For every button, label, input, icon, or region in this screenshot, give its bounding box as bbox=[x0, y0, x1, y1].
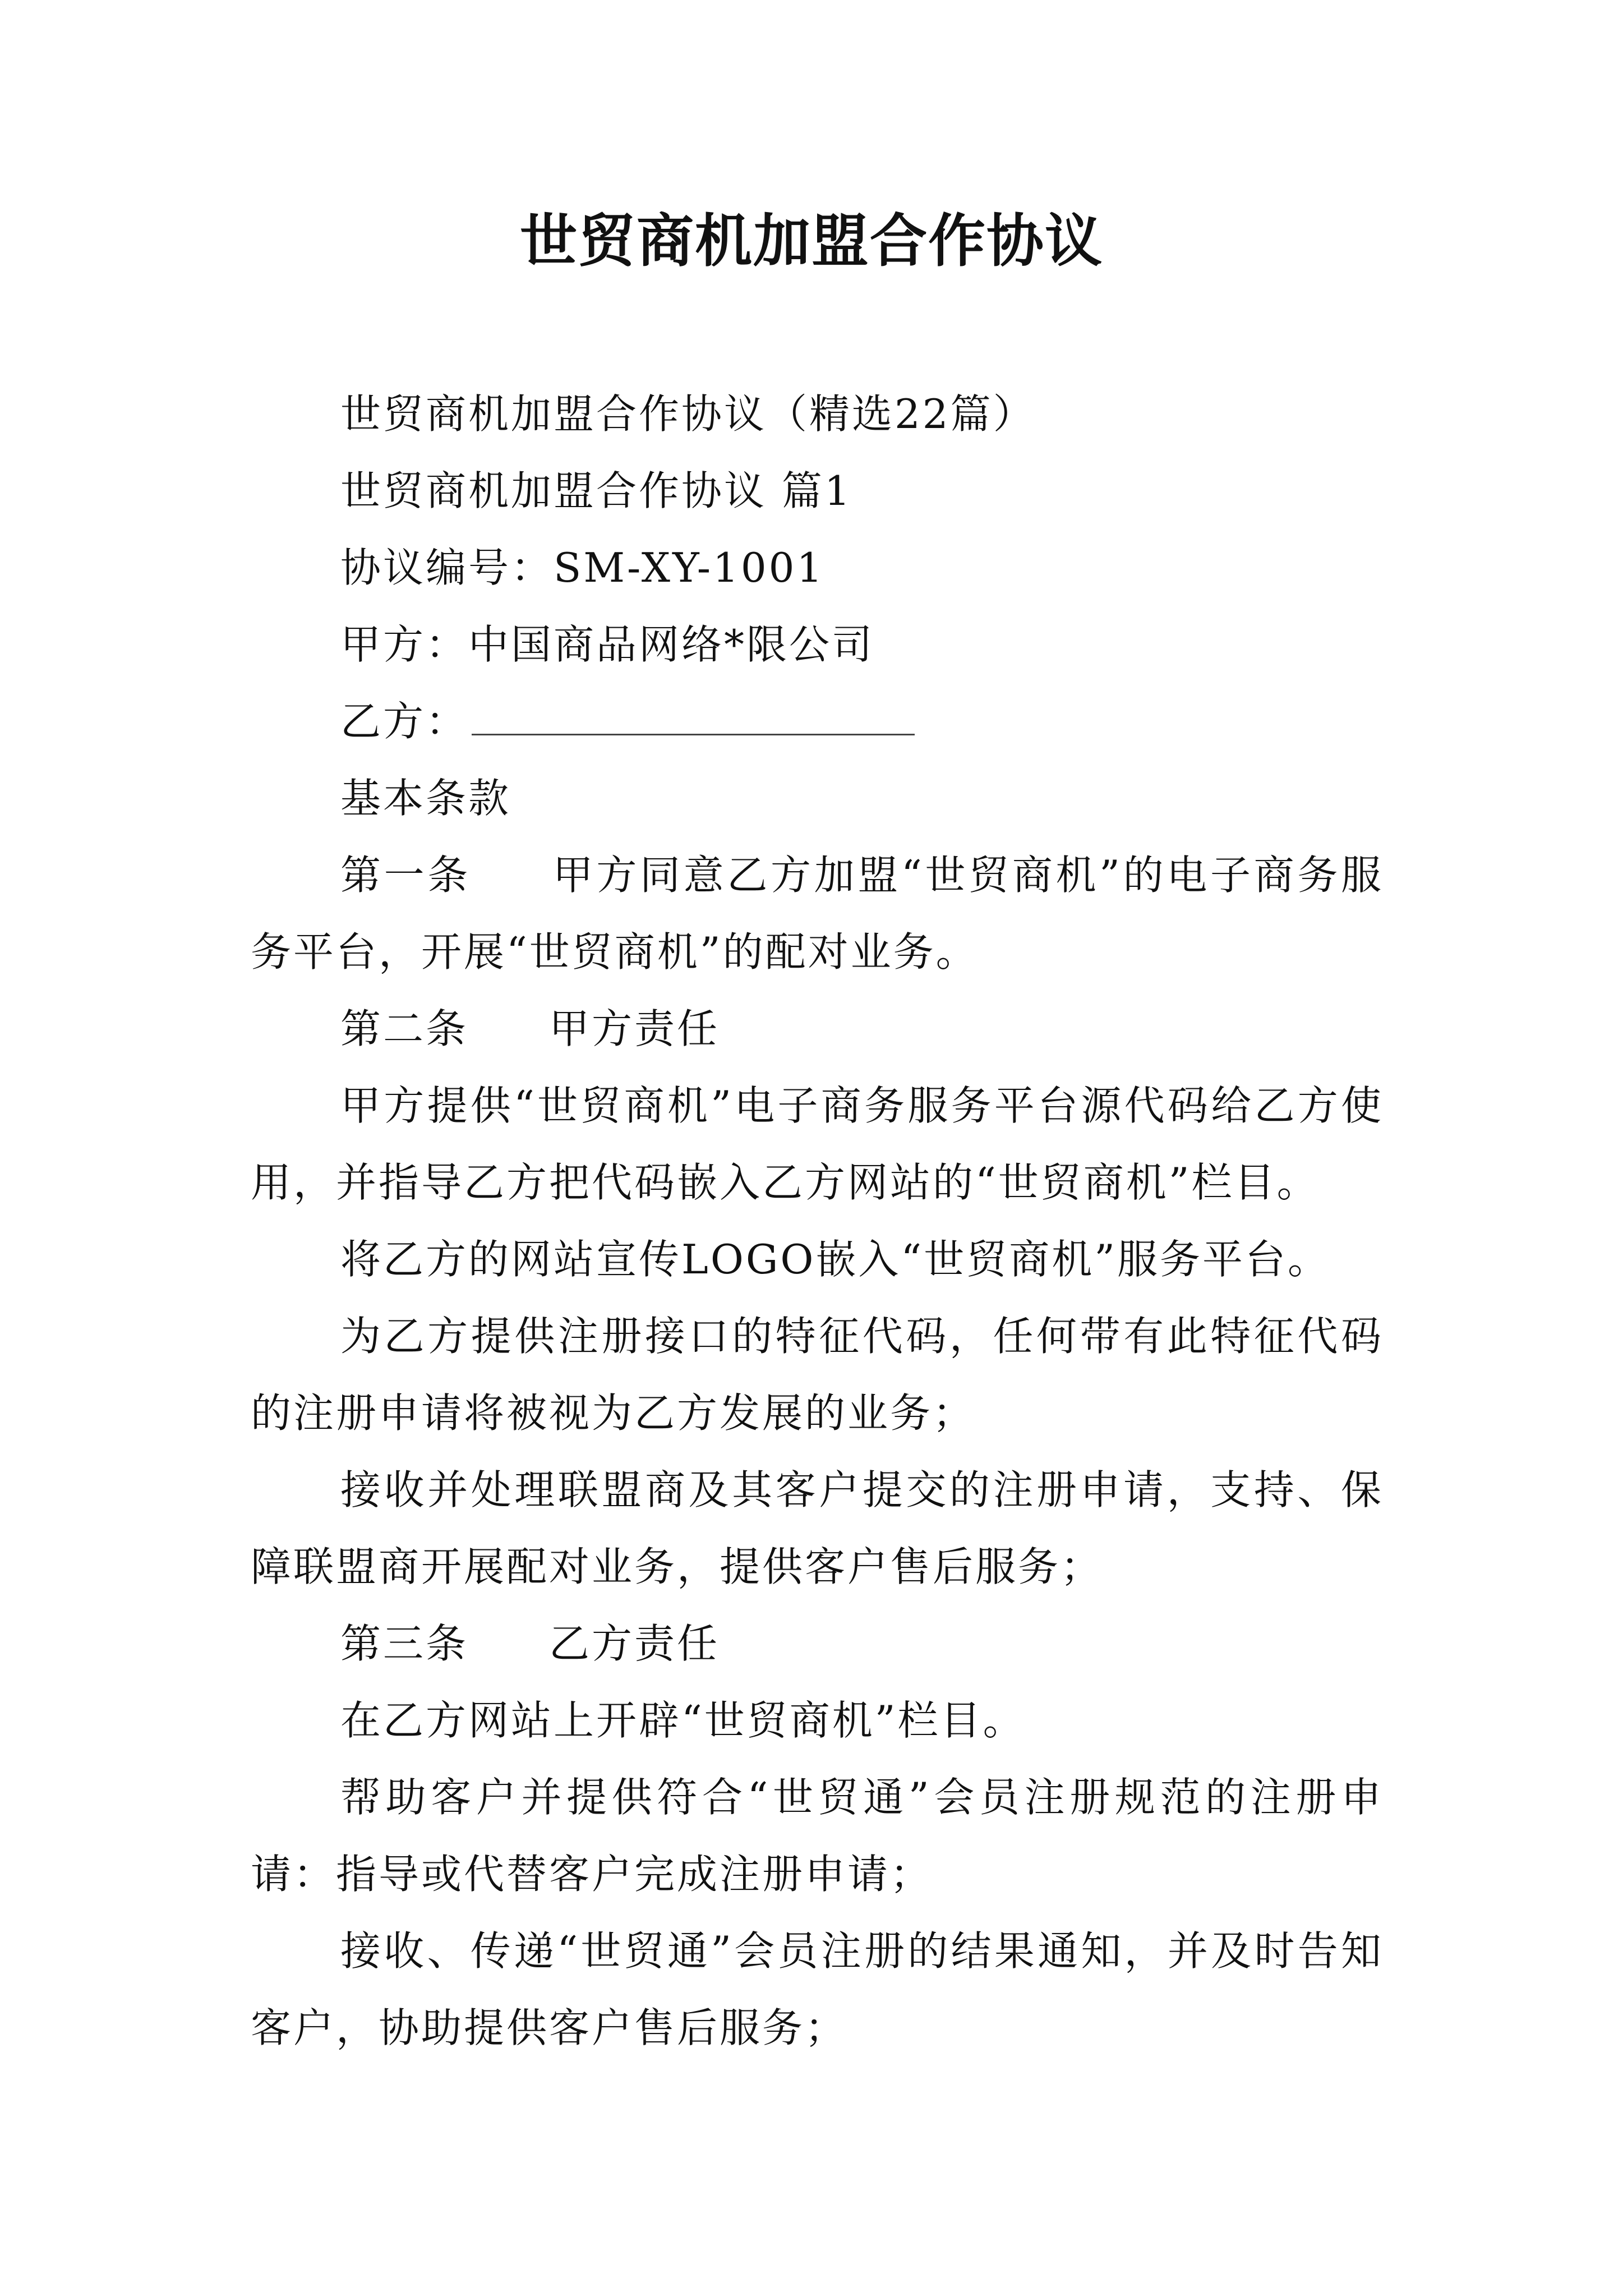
agreement-number: 协议编号：SM-XY-1001 bbox=[340, 544, 825, 591]
article-3-text: 乙方责任 bbox=[549, 1620, 720, 1667]
part-heading: 世贸商机加盟合作协议 篇1 bbox=[340, 467, 852, 514]
party-b-responsibility-3: 接收、传递“世贸通”会员注册的结果通知，并及时告知客户，协助提供客户售后服务； bbox=[251, 1927, 1384, 2051]
article-2 bbox=[251, 991, 1384, 1068]
party-a-responsibility-1: 甲方提供“世贸商机”电子商务服务平台源代码给乙方使用，并指导乙方把代码嵌入乙方网站的“世贸商机”栏目。 bbox=[251, 1082, 1384, 1206]
article-2-text: 甲方责任 bbox=[549, 1005, 720, 1052]
party-b-responsibility-1: 在乙方网站上开辟“世贸商机”栏目。 bbox=[340, 1697, 1026, 1744]
party-b bbox=[251, 683, 1384, 760]
document-title: 世贸商机加盟合作协议 bbox=[520, 208, 1103, 275]
document-body bbox=[251, 376, 1384, 2067]
party-b-responsibility-2: 帮助客户并提供符合“世贸通”会员注册规范的注册申请：指导或代替客户完成注册申请； bbox=[251, 1774, 1384, 1898]
article-1-text: 甲方同意乙方加盟“世贸商机”的电子商务服务平台，开展“世贸商机”的配对业务。 bbox=[251, 852, 1384, 976]
party-a: 甲方：中国商品网络*限公司 bbox=[340, 621, 875, 668]
article-3-label: 第三条 bbox=[340, 1620, 469, 1667]
party-a-responsibility-4: 接收并处理联盟商及其客户提交的注册申请，支持、保障联盟商开展配对业务，提供客户售后服务； bbox=[251, 1466, 1384, 1590]
party-a-responsibility-3: 为乙方提供注册接口的特征代码，任何带有此特征代码的注册申请将被视为乙方发展的业务； bbox=[251, 1313, 1384, 1437]
party-a-responsibility-2: 将乙方的网站宣传LOGO嵌入“世贸商机”服务平台。 bbox=[340, 1236, 1331, 1283]
article-1 bbox=[251, 837, 1384, 991]
article-2-label: 第二条 bbox=[340, 1005, 469, 1052]
party-b-blank-line bbox=[472, 711, 915, 735]
article-3 bbox=[251, 1605, 1384, 1682]
article-1-label: 第一条 bbox=[340, 852, 472, 899]
basic-terms-heading: 基本条款 bbox=[340, 775, 511, 822]
subtitle: 世贸商机加盟合作协议（精选22篇） bbox=[340, 390, 1036, 438]
party-b-label: 乙方： bbox=[340, 698, 469, 745]
